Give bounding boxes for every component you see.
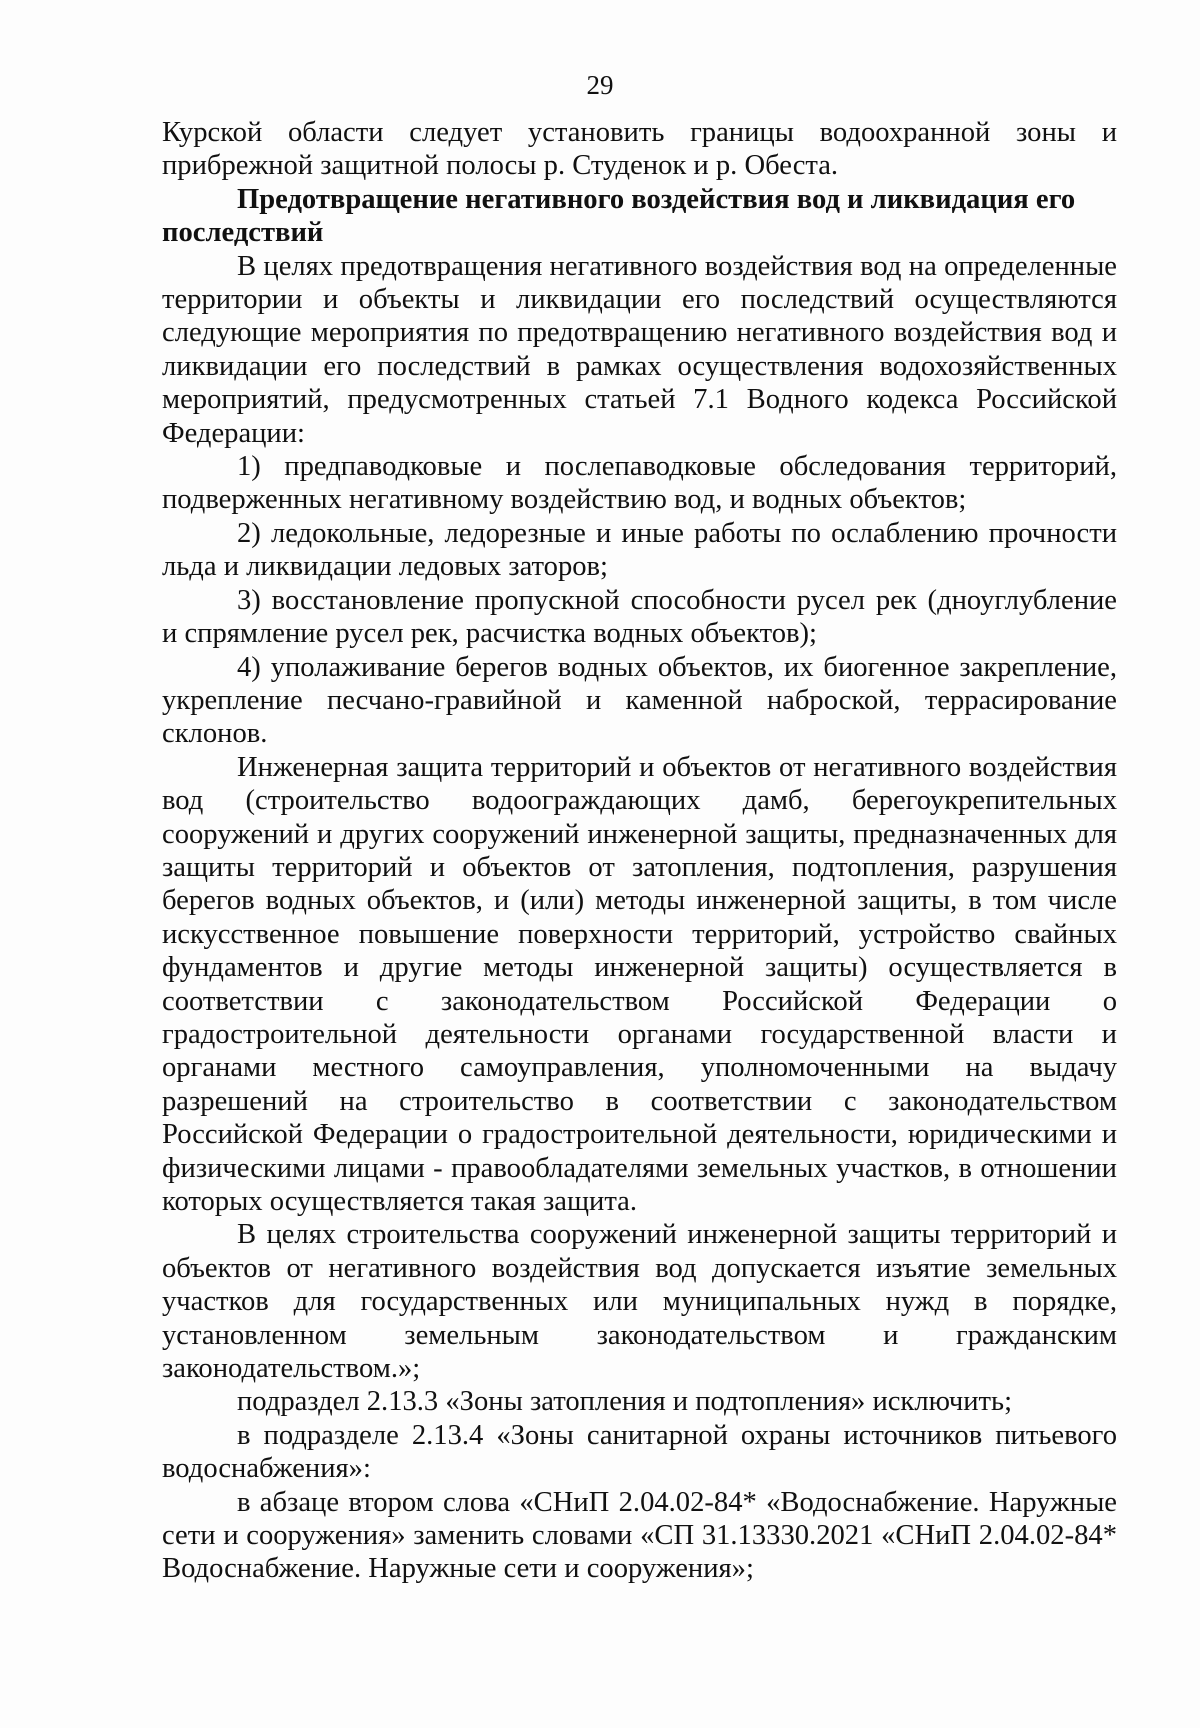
paragraph: подраздел 2.13.3 «Зоны затопления и подтопления» исключить; [237, 1386, 1013, 1418]
list-item: 3) восстановление пропускной способности русел рек (дноуглубление и спрямление русел рек, расчистка водных объектов); [162, 584, 1117, 650]
paragraph: Инженерная защита территорий и объектов от негативного воздействия вод (строительство водоограждающих дамб, берегоукрепительных сооружений и других сооружений инженерной защиты, предназначенных для защиты территорий и объектов от затопления, подтопления, разрушения берегов водных объектов, и (или) методы инженерной защиты, в том числе искусственное повышение поверхности территорий, устройство свайных фундаментов и другие методы инженерной защиты) осуществляется в соответствии с законодательством Российской Федерации о градостроительной деятельности органами государственной власти и органами местного самоуправления, уполномоченными на выдачу разрешений на строительство в соответствии с законодательством Российской Федерации о градостроительной деятельности, юридическими и физическими лицами - правообладателями земельных участков, в отношении которых осуществляется такая защита. [162, 751, 1117, 1217]
list-item: 2) ледокольные, ледорезные и иные работы по ослаблению прочности льда и ликвидации ледовых заторов; [162, 517, 1117, 583]
document-body [162, 116, 1117, 1586]
list-item: 4) уполаживание берегов водных объектов, их биогенное закрепление, укрепление песчано-гравийной и каменной наброской, террасирование склонов. [162, 651, 1117, 750]
paragraph-continuation: Курской области следует установить границы водоохранной зоны и прибрежной защитной полосы р. Студенок и р. Обеста. [162, 117, 1117, 182]
paragraph: В целях предотвращения негативного воздействия вод на определенные территории и объекты и ликвидации его последствий осуществляются следующие мероприятия по предотвращению негативного воздействия вод и ликвидации его последствий в рамках осуществления водохозяйственных мероприятий, предусмотренных статьей 7.1 Водного кодекса Российской Федерации: [162, 250, 1117, 449]
paragraph: В целях строительства сооружений инженерной защиты территорий и объектов от негативного воздействия вод допускается изъятие земельных участков для государственных или муниципальных нужд в порядке, установленном земельным законодательством и гражданским законодательством.»; [162, 1219, 1117, 1385]
paragraph: в абзаце втором слова «СНиП 2.04.02-84* «Водоснабжение. Наружные сети и сооружения» заменить словами «СП 31.13330.2021 «СНиП 2.04.02-84* Водоснабжение. Наружные сети и сооружения»; [162, 1486, 1117, 1585]
section-heading: Предотвращение негативного воздействия вод и ликвидация его последствий [162, 183, 1076, 249]
page-number: 29 [586, 70, 614, 100]
paragraph: в подразделе 2.13.4 «Зоны санитарной охраны источников питьевого водоснабжения»: [162, 1419, 1117, 1485]
list-item: 1) предпаводковые и послепаводковые обследования территорий, подверженных негативному воздействию вод, и водных объектов; [162, 451, 1117, 516]
